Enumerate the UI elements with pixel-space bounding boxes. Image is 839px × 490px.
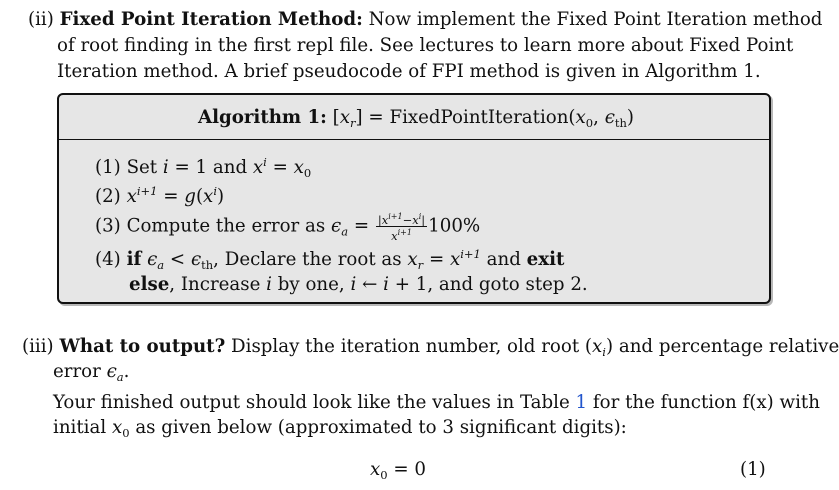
algorithm-title: Algorithm 1: $[x_r]$ = $FixedPointIteration(x_0$, $\epsilon_{th}$) [197, 107, 635, 130]
algorithm-label: Algorithm 1: [197, 107, 327, 128]
step-3-percent: 100% [428, 215, 481, 237]
section-iii-line-2: error $\epsilon_a$. [53, 361, 130, 384]
step-4-number: (4) [95, 249, 121, 270]
step-4-if: if [126, 249, 142, 270]
para-2-text-b: for the function f(x) with [592, 392, 820, 413]
equation-rhs: 0 [414, 459, 426, 480]
section-iii-marker: (iii) [22, 336, 54, 357]
equation-tag: (1) [740, 459, 766, 480]
step-4-text: , Declare the root as [213, 249, 402, 270]
algorithm-signature: FixedPointIteration( [389, 107, 576, 128]
algorithm-step-2: (2) $x^{i+1} = g(x^i)$ [95, 184, 225, 207]
error-fraction: $\frac{|x^{i+1}-x^i|}{x^{i+1}}$ [377, 212, 426, 243]
para-2-text-c: initial [53, 417, 107, 438]
step-1-number: (1) [95, 157, 121, 178]
section-ii-line-1 [28, 7, 822, 33]
step-2-number: (2) [95, 186, 121, 207]
algorithm-step-4: (4) if $\epsilon_a < \epsilon_{th}$, Declare the root as $x_r = x^{i+1}$ and exit [95, 247, 565, 272]
para-2-text-a: Your finished output should look like the values in Table [53, 392, 570, 413]
section-iii-para-2-line-2: initial $x_0$ as given below (approximated to 3 significant digits): [53, 417, 627, 440]
equation-body: $x_0 = 0$ [370, 459, 426, 482]
section-ii-line-3: Iteration method. A brief pseudocode of FPI method is given in Algorithm 1. [57, 61, 761, 82]
section-ii-text-1: Now implement the Fixed Point Iteration method [368, 9, 823, 30]
section-ii-marker: (ii) [28, 9, 54, 30]
step-else-text: , Increase [169, 274, 261, 295]
step-4-and: and [486, 249, 521, 270]
step-1-text: Set [126, 157, 158, 178]
section-iii-line-1: (iii) What to output? Display the iteration number, old root $(x_i)$ and percentage relative [22, 336, 839, 359]
algorithm-title-rule [59, 139, 769, 140]
step-else-text-3: , and goto step 2. [427, 274, 588, 295]
algorithm-step-3: (3) Compute the error as $\epsilon_a$ = $\frac{|x^{i+1}-x^i|}{x^{i+1}}$ 100% [95, 212, 481, 243]
step-3-number: (3) [95, 215, 121, 237]
step-else-text-2: by one, [277, 274, 345, 295]
step-4-exit: exit [526, 249, 565, 270]
para-2-text-d: as given below (approximated to 3 significant digits): [135, 417, 627, 438]
section-iii-text-1: Display the iteration number, old root ( [231, 336, 593, 357]
algorithm-step-1: (1) Set i = 1 and $x^i = x_0$ [95, 155, 312, 180]
algorithm-box [57, 93, 771, 304]
step-3-text: Compute the error as [126, 215, 326, 237]
section-ii-line-2: of root finding in the first repl file. See lectures to learn more about Fixed Point [57, 35, 794, 56]
section-iii-text-2: error [53, 361, 101, 382]
section-iii-text-1-end: ) and percentage relative [605, 336, 839, 357]
section-ii-heading: Fixed Point Iteration Method: [59, 9, 363, 30]
step-else-keyword: else [129, 274, 170, 295]
section-iii-para-2-line-1 [53, 390, 820, 416]
section-iii-heading: What to output? [59, 336, 226, 357]
algorithm-step-else: else, Increase i by one, i ← i + 1, and goto step 2. [129, 274, 588, 295]
table-reference-link[interactable]: 1 [575, 392, 588, 413]
